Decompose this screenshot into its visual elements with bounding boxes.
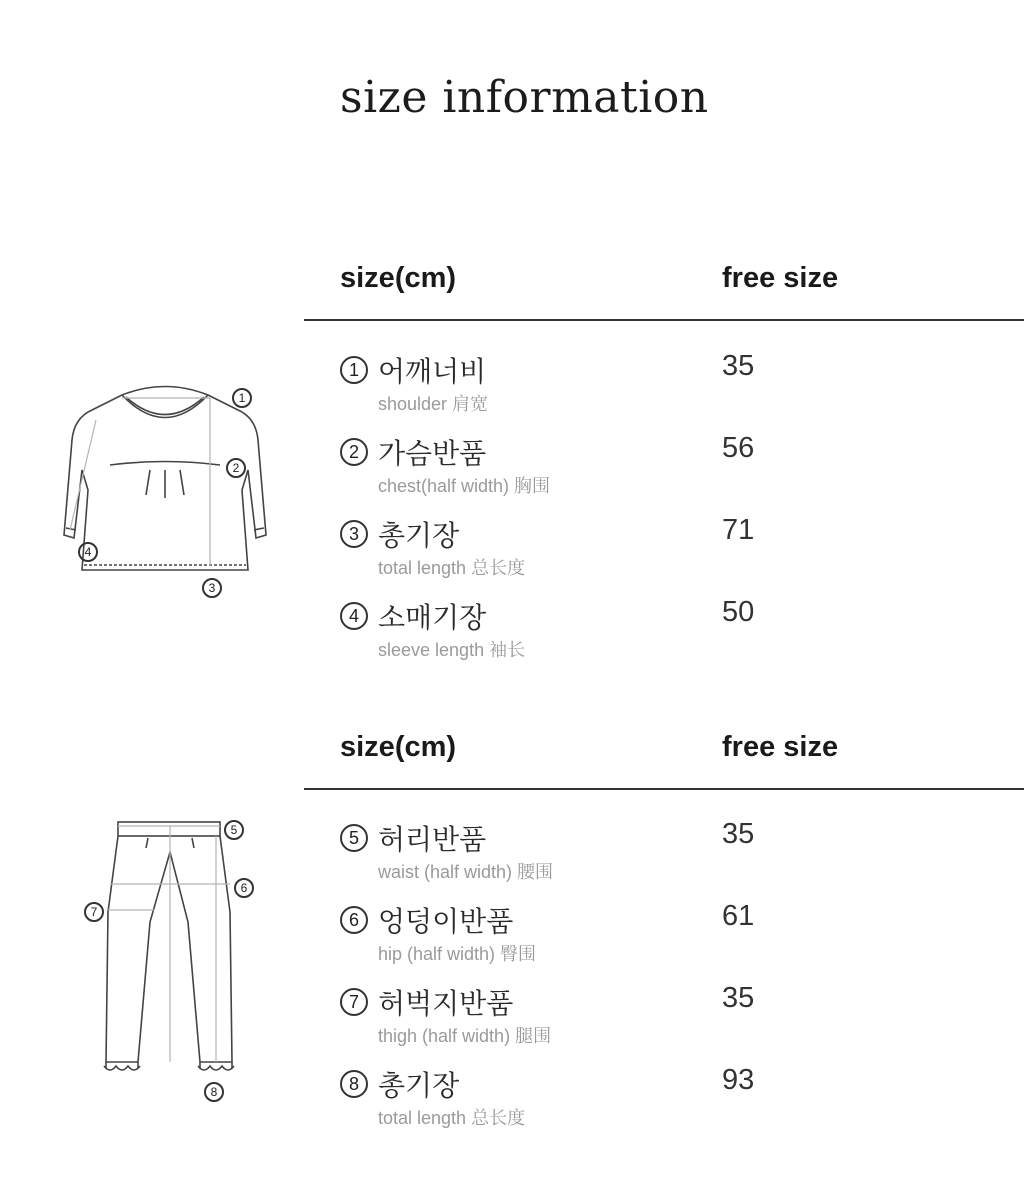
row-label: 어깨너비 bbox=[378, 355, 487, 388]
row-sublabel: thigh (half width) 腿围 bbox=[378, 1026, 552, 1046]
size-row bbox=[340, 432, 940, 512]
row-sublabel: shoulder 肩宽 bbox=[378, 394, 489, 414]
row-value: 56 bbox=[722, 432, 755, 464]
header-divider bbox=[304, 319, 1024, 321]
row-sublabel: total length 总长度 bbox=[378, 1108, 526, 1128]
row-number: 1 bbox=[340, 356, 368, 384]
size-row bbox=[340, 1064, 940, 1144]
size-header-value: free size bbox=[722, 262, 839, 294]
row-sublabel: waist (half width) 腰围 bbox=[378, 862, 554, 882]
row-number: 3 bbox=[340, 520, 368, 548]
row-sublabel: total length 总长度 bbox=[378, 558, 526, 578]
marker-7: 7 bbox=[84, 902, 104, 922]
row-sublabel: hip (half width) 臀围 bbox=[378, 944, 537, 964]
top-garment-illustration bbox=[60, 370, 270, 600]
marker-1: 1 bbox=[232, 388, 252, 408]
page-title: size information bbox=[340, 72, 709, 123]
marker-4: 4 bbox=[78, 542, 98, 562]
row-number: 4 bbox=[340, 602, 368, 630]
size-row bbox=[340, 982, 940, 1062]
row-label: 엉덩이반품 bbox=[378, 905, 514, 938]
row-value: 35 bbox=[722, 350, 755, 382]
size-row bbox=[340, 514, 940, 594]
row-label: 허벅지반품 bbox=[378, 987, 514, 1020]
marker-8: 8 bbox=[204, 1082, 224, 1102]
pants-illustration bbox=[80, 812, 260, 1112]
size-row bbox=[340, 900, 940, 980]
row-value: 35 bbox=[722, 982, 755, 1014]
marker-2: 2 bbox=[226, 458, 246, 478]
row-number: 8 bbox=[340, 1070, 368, 1098]
row-number: 6 bbox=[340, 906, 368, 934]
row-value: 35 bbox=[722, 818, 755, 850]
row-label: 가슴반품 bbox=[378, 437, 487, 470]
row-sublabel: sleeve length 袖长 bbox=[378, 640, 526, 660]
marker-5: 5 bbox=[224, 820, 244, 840]
row-label: 소매기장 bbox=[378, 601, 487, 634]
header-divider bbox=[304, 788, 1024, 790]
row-number: 5 bbox=[340, 824, 368, 852]
size-row bbox=[340, 596, 940, 676]
marker-6: 6 bbox=[234, 878, 254, 898]
size-header-label: size(cm) bbox=[340, 731, 457, 763]
size-header-value: free size bbox=[722, 731, 839, 763]
size-row bbox=[340, 350, 940, 430]
size-header-label: size(cm) bbox=[340, 262, 457, 294]
row-value: 61 bbox=[722, 900, 755, 932]
row-label: 총기장 bbox=[378, 519, 460, 552]
marker-3: 3 bbox=[202, 578, 222, 598]
row-sublabel: chest(half width) 胸围 bbox=[378, 476, 551, 496]
row-number: 2 bbox=[340, 438, 368, 466]
size-row bbox=[340, 818, 940, 898]
row-value: 93 bbox=[722, 1064, 755, 1096]
row-label: 총기장 bbox=[378, 1069, 460, 1102]
row-number: 7 bbox=[340, 988, 368, 1016]
row-label: 허리반품 bbox=[378, 823, 487, 856]
row-value: 71 bbox=[722, 514, 755, 546]
row-value: 50 bbox=[722, 596, 755, 628]
